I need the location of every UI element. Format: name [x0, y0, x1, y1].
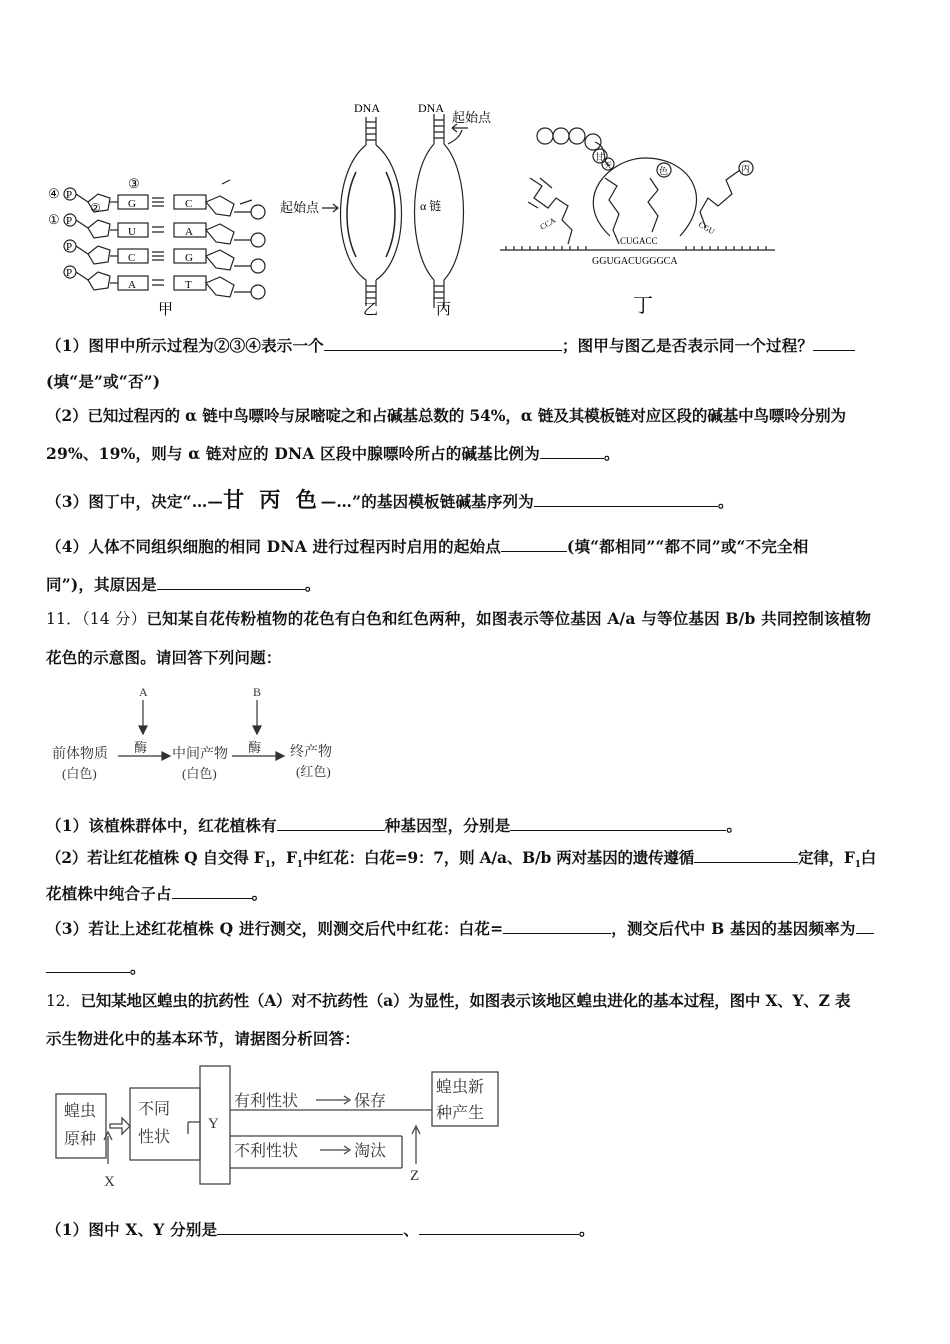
- q11-part3-line1: （3）若让上述红花植株 Q 进行测交，则测交后代中红花：白花= ，测交后代中 B 基因的基因频率为: [46, 911, 908, 947]
- precursor: 前体物质: [52, 747, 108, 762]
- label-1: ①: [48, 212, 60, 227]
- caption-bing: 丙: [436, 302, 452, 318]
- anticodon-1: CCA: [538, 215, 558, 232]
- z-label: Z: [410, 1168, 420, 1184]
- figure-ding: [500, 118, 780, 318]
- answer-blank[interactable]: [534, 490, 718, 507]
- figure-yi: [322, 117, 402, 306]
- mrna-sequence: GGUGACUGGGCA: [592, 256, 678, 267]
- answer-blank[interactable]: [217, 1218, 403, 1235]
- svg-text:P: P: [66, 241, 73, 253]
- q12-stem-line2: 示生物进化中的基本环节，请据图分析回答：: [46, 1029, 361, 1048]
- caption-ding: 丁: [633, 295, 653, 317]
- answer-blank[interactable]: [172, 882, 252, 899]
- answer-blank[interactable]: [813, 334, 855, 351]
- caption-jia: 甲: [158, 302, 174, 318]
- answer-blank[interactable]: [856, 917, 874, 934]
- figure-jia: [64, 180, 265, 299]
- bing-dna-label: DNA: [418, 101, 444, 115]
- svg-text:P: P: [66, 267, 73, 279]
- right-base: C: [185, 198, 193, 210]
- answer-blank[interactable]: [324, 334, 562, 351]
- left-base: G: [128, 198, 136, 210]
- q11-part2-line1: （2）若让红花植株 Q 自交得 $F_1$，$F_1$中红花：白花=9：7，则 A/a、B/b 两对基因的遗传遵循 定律，$F_1$白: [46, 848, 877, 871]
- q10-part4-line2: 同”)，其原因是 。: [46, 575, 321, 594]
- flower-color-diagram: [46, 684, 356, 784]
- label-4: ④: [48, 186, 60, 201]
- diff-traits-1: 不同: [138, 1101, 171, 1118]
- yi-origin-label: 起始点: [280, 200, 320, 215]
- label-2: ②: [90, 201, 101, 215]
- q12-stem-line1: 12．已知某地区蝗虫的抗药性（A）对不抗药性（a）为显性，如图表示该地区蝗虫进化的基本过程，图中 X、Y、Z 表: [46, 991, 851, 1010]
- answer-blank[interactable]: [510, 814, 726, 831]
- enzyme-a: 酶: [134, 740, 148, 755]
- y-label: Y: [208, 1116, 219, 1132]
- amino-tian: 天: [604, 161, 612, 170]
- q11-stem-line2: 花色的示意图。请回答下列问题：: [46, 648, 282, 667]
- answer-blank[interactable]: [503, 917, 611, 934]
- q10-part4-line1: （4）人体不同组织细胞的相同 DNA 进行过程丙时启用的起始点 (填“都相同”“都不同”或“不完全相: [46, 537, 809, 556]
- q10-part3: （3）图丁中，决定“…—甘 丙 色—…”的基因模板链碱基序列为 。: [46, 487, 734, 512]
- anticodon-3: CGU: [697, 219, 717, 237]
- right-base: G: [185, 252, 193, 264]
- q11-stem-line1: 11．（14 分）已知某自花传粉植物的花色有白色和红色两种，如图表示等位基因 A/a 与等位基因 B/b 共同控制该植物: [46, 609, 872, 628]
- left-base: A: [128, 279, 136, 291]
- x-label: X: [104, 1174, 115, 1190]
- amino-chars: 甘 丙 色: [223, 487, 321, 512]
- yi-dna-label: DNA: [354, 101, 380, 115]
- answer-blank[interactable]: [419, 1218, 579, 1235]
- answer-blank[interactable]: [694, 846, 798, 863]
- q12-part1: （1）图中 X、Y 分别是 、 。: [46, 1220, 595, 1239]
- q10-part1-note: (填“是”或“否”): [46, 372, 161, 391]
- label-3: ③: [128, 176, 140, 191]
- bing-origin-label: 起始点: [452, 110, 492, 125]
- enzyme-b: 酶: [248, 740, 262, 755]
- right-base: T: [185, 279, 192, 291]
- phosphate-label: P: [66, 189, 73, 201]
- locust-evolution-diagram: [54, 1064, 514, 1194]
- amino-bing: 丙: [741, 164, 751, 174]
- new-species-1: 蝗虫新: [436, 1079, 485, 1096]
- right-base: A: [185, 226, 193, 238]
- answer-blank[interactable]: [157, 573, 305, 590]
- eliminated: 淘汰: [354, 1143, 387, 1160]
- q11-part3-line2: 。: [46, 950, 908, 986]
- intermediate: 中间产物: [172, 747, 228, 762]
- diff-traits-2: 性状: [138, 1129, 171, 1146]
- answer-blank[interactable]: [46, 956, 130, 973]
- gene-a-label: A: [139, 685, 148, 699]
- amino-gan: 甘: [595, 152, 605, 162]
- answer-blank[interactable]: [540, 442, 604, 459]
- anticodon-2: CUGACC: [620, 236, 658, 246]
- caption-yi: 乙: [363, 302, 379, 318]
- preserved: 保存: [354, 1093, 387, 1110]
- precursor-color: (白色): [62, 766, 97, 781]
- amino-se: 色: [659, 166, 669, 176]
- svg-text:P: P: [66, 215, 73, 227]
- unfavorable-traits: 不利性状: [234, 1143, 299, 1160]
- final-color: (红色): [296, 764, 331, 779]
- origin-species-2: 原种: [64, 1131, 97, 1148]
- q11-part2-line2: 花植株中纯合子占 。: [46, 884, 268, 903]
- alpha-strand-label: α 链: [420, 199, 442, 213]
- q10-part2-line1: （2）已知过程丙的 α 链中鸟嘌呤与尿嘧啶之和占碱基总数的 54%，α 链及其模板链对应区段的碱基中鸟嘌呤分别为: [46, 406, 846, 425]
- figure-jia-yi-bing: [40, 92, 560, 322]
- answer-blank[interactable]: [277, 814, 385, 831]
- origin-species-1: 蝗虫: [64, 1103, 97, 1120]
- gene-b-label: B: [253, 685, 262, 699]
- q10-part1: （1）图甲中所示过程为②③④表示一个 ；图甲与图乙是否表示同一个过程？: [46, 328, 908, 364]
- new-species-2: 种产生: [436, 1105, 485, 1122]
- left-base: C: [128, 252, 136, 264]
- favorable-traits: 有利性状: [234, 1093, 299, 1110]
- final-product: 终产物: [290, 745, 332, 760]
- intermediate-color: (白色): [182, 766, 217, 781]
- q10-part2-line2: 29%、19%，则与 α 链对应的 DNA 区段中腺嘌呤所占的碱基比例为 。: [46, 444, 620, 463]
- left-base: U: [128, 226, 136, 238]
- q11-part1: （1）该植株群体中，红花植株有 种基因型，分别是 。: [46, 816, 743, 835]
- answer-blank[interactable]: [501, 535, 567, 552]
